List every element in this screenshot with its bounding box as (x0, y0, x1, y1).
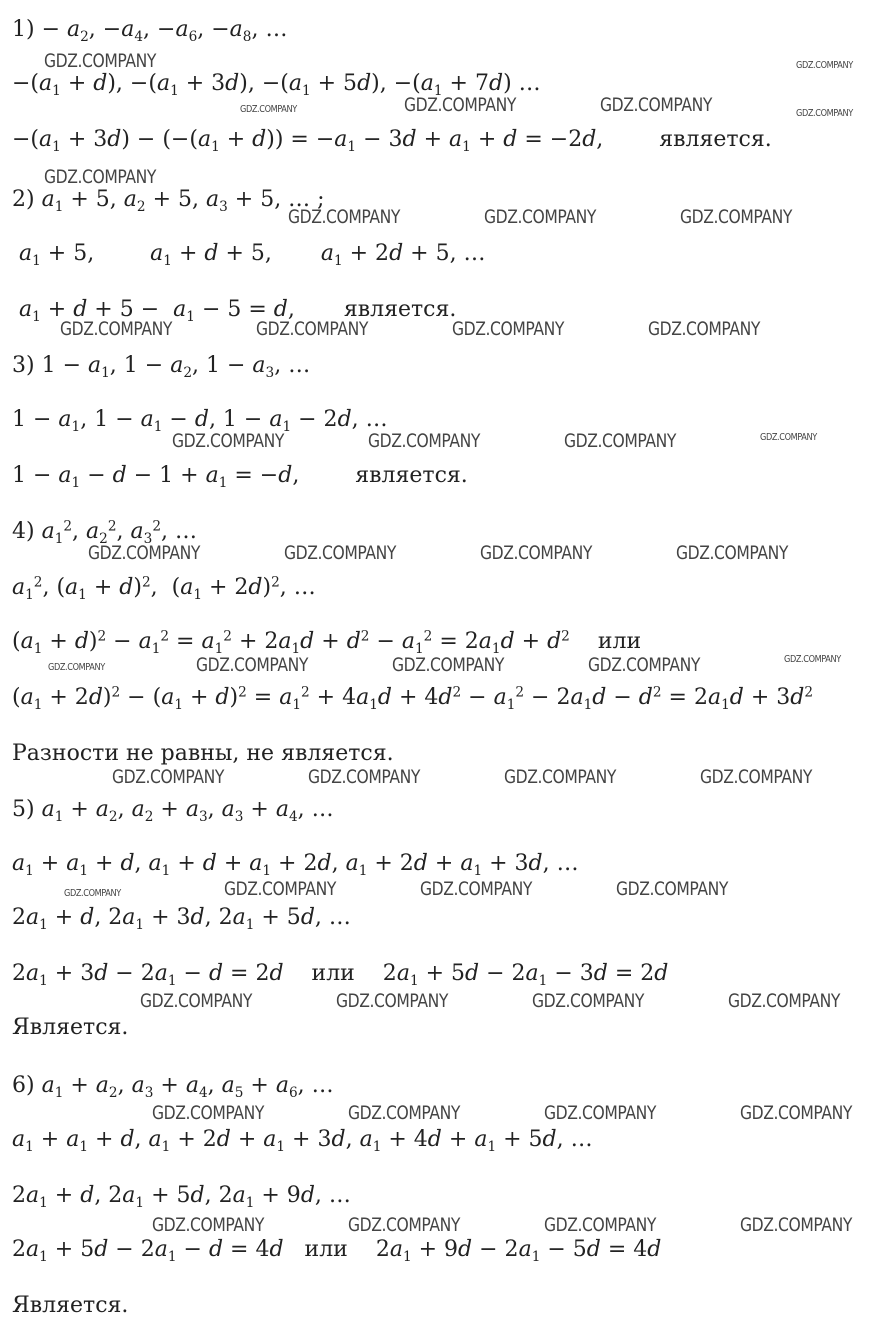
watermark: GDZ.COMPANY (480, 542, 593, 564)
line-5-expanded: $a_1 + a_1 + d$, $a_1 + d + a_1 + 2d$, $a_1 + 2d + a_1 + 3d$, … (12, 851, 579, 879)
watermark: GDZ.COMPANY (348, 1214, 461, 1236)
watermark: GDZ.COMPANY (44, 50, 157, 72)
line-1-difference: $-(a_1 + 3d) - (-(a_1 + d)) = -a_1 - 3d + a_1 + d = -2d$, является. (12, 127, 772, 155)
watermark: GDZ.COMPANY (152, 1214, 265, 1236)
line-3-expanded: $1 - a_1$, $1 - a_1 - d$, $1 - a_1 - 2d$, … (12, 407, 388, 435)
watermark: GDZ.COMPANY (392, 654, 505, 676)
line-5-simplified: $2a_1 + d$, $2a_1 + 3d$, $2a_1 + 5d$, … (12, 905, 351, 933)
line-6-sequence: 6) $a_1 + a_2$, $a_3 + a_4$, $a_5 + a_6$, … (12, 1073, 334, 1101)
watermark: GDZ.COMPANY (404, 94, 517, 116)
line-2-difference: $a_1 + d + 5 - a_1 - 5 = d$, является. (19, 297, 457, 325)
watermark: GDZ.COMPANY (532, 990, 645, 1012)
line-5-sequence: 5) $a_1 + a_2$, $a_2 + a_3$, $a_3 + a_4$, … (12, 797, 334, 825)
watermark: GDZ.COMPANY (616, 878, 729, 900)
line-3-sequence: 3) $1 - a_1$, $1 - a_2$, $1 - a_3$, … (12, 353, 311, 381)
watermark: GDZ.COMPANY (680, 206, 793, 228)
watermark: GDZ.COMPANY (740, 1102, 853, 1124)
watermark: GDZ.COMPANY (648, 318, 761, 340)
watermark: GDZ.COMPANY (140, 990, 253, 1012)
line-1-sequence: $1) - a_2$, $-a_4$, $-a_6$, $-a_8$, … (12, 17, 288, 45)
watermark: GDZ.COMPANY (48, 662, 105, 673)
watermark: GDZ.COMPANY (452, 318, 565, 340)
watermark: GDZ.COMPANY (676, 542, 789, 564)
line-3-difference: $1 - a_1 - d - 1 + a_1 = -d$, является. (12, 463, 468, 491)
watermark: GDZ.COMPANY (284, 542, 397, 564)
watermark: GDZ.COMPANY (420, 878, 533, 900)
watermark: GDZ.COMPANY (740, 1214, 853, 1236)
watermark: GDZ.COMPANY (564, 430, 677, 452)
line-5-difference: $2a_1 + 3d - 2a_1 - d = 2d$ или $2a_1 + 5d - 2a_1 - 3d = 2d$ (12, 961, 669, 989)
watermark: GDZ.COMPANY (544, 1102, 657, 1124)
line-5-conclusion: Является. (12, 1015, 129, 1040)
watermark: GDZ.COMPANY (600, 94, 713, 116)
line-6-simplified: $2a_1 + d$, $2a_1 + 5d$, $2a_1 + 9d$, … (12, 1183, 351, 1211)
watermark: GDZ.COMPANY (240, 104, 297, 115)
watermark: GDZ.COMPANY (796, 108, 853, 119)
watermark: GDZ.COMPANY (224, 878, 337, 900)
line-4-difference-a: $(a_1 + d)^2 - a_1^2 = a_1^2 + 2a_1d + d^2 - a_1^2 = 2a_1d + d^2$ или (12, 628, 642, 657)
watermark: GDZ.COMPANY (796, 60, 853, 71)
watermark: GDZ.COMPANY (484, 206, 597, 228)
watermark: GDZ.COMPANY (728, 990, 841, 1012)
line-2-sequence: 2) $a_1 + 5$, $a_2 + 5$, $a_3 + 5$, … ; (12, 187, 325, 215)
line-6-difference: $2a_1 + 5d - 2a_1 - d = 4d$ или $2a_1 + 9d - 2a_1 - 5d = 4d$ (12, 1237, 662, 1265)
line-2-expanded: $a_1 + 5$, $a_1 + d + 5$, $a_1 + 2d + 5$, … (19, 241, 486, 269)
line-4-difference-b: $(a_1 + 2d)^2 - (a_1 + d)^2 = a_1^2 + 4a_1d + 4d^2 - a_1^2 - 2a_1d - d^2 = 2a_1d + 3d^2$ (12, 684, 814, 713)
watermark: GDZ.COMPANY (336, 990, 449, 1012)
watermark: GDZ.COMPANY (504, 766, 617, 788)
line-6-expanded: $a_1 + a_1 + d$, $a_1 + 2d + a_1 + 3d$, $a_1 + 4d + a_1 + 5d$, … (12, 1127, 593, 1155)
line-4-sequence: 4) $a_1^2$, $a_2^2$, $a_3^2$, … (12, 518, 197, 547)
watermark: GDZ.COMPANY (544, 1214, 657, 1236)
line-1-expanded: $-(a_1 + d)$, $-(a_1 + 3d)$, $-(a_1 + 5d)$, $-(a_1 + 7d)$ … (12, 71, 541, 99)
watermark: GDZ.COMPANY (368, 430, 481, 452)
watermark: GDZ.COMPANY (64, 888, 121, 899)
watermark: GDZ.COMPANY (112, 766, 225, 788)
watermark: GDZ.COMPANY (784, 654, 841, 665)
watermark: GDZ.COMPANY (44, 166, 157, 188)
watermark: GDZ.COMPANY (348, 1102, 461, 1124)
line-6-conclusion: Является. (12, 1293, 129, 1318)
line-4-conclusion: Разности не равны, не является. (12, 741, 394, 766)
watermark: GDZ.COMPANY (760, 432, 817, 443)
watermark: GDZ.COMPANY (700, 766, 813, 788)
watermark: GDZ.COMPANY (308, 766, 421, 788)
watermark: GDZ.COMPANY (172, 430, 285, 452)
watermark: GDZ.COMPANY (152, 1102, 265, 1124)
line-4-expanded: $a_1^2$, $(a_1 + d)^2$, $(a_1 + 2d)^2$, … (12, 574, 316, 603)
watermark: GDZ.COMPANY (588, 654, 701, 676)
watermark: GDZ.COMPANY (288, 206, 401, 228)
watermark: GDZ.COMPANY (60, 318, 173, 340)
watermark: GDZ.COMPANY (196, 654, 309, 676)
watermark: GDZ.COMPANY (88, 542, 201, 564)
watermark: GDZ.COMPANY (256, 318, 369, 340)
